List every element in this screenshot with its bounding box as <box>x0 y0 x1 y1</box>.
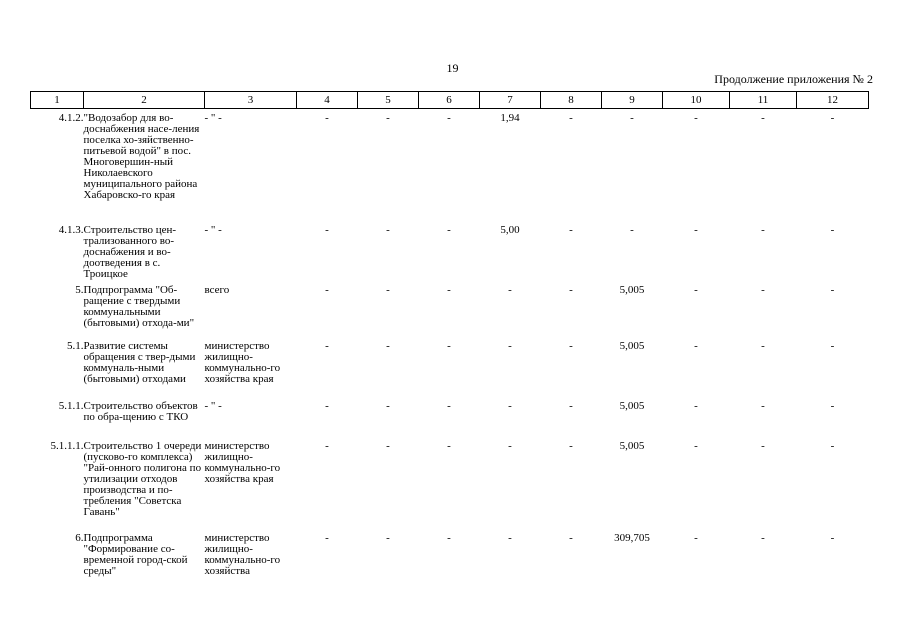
value-cell: 1,94 <box>500 112 520 124</box>
value-cell: - <box>447 532 451 544</box>
value-cell: - <box>761 532 765 544</box>
table-row <box>31 281 869 337</box>
value-cell: - <box>569 532 573 544</box>
column-header: 3 <box>205 92 297 109</box>
value-cell: - <box>569 112 573 124</box>
continuation-note: Продолжение приложения № 2 <box>714 72 873 86</box>
column-header: 7 <box>480 92 541 109</box>
value-cell: - <box>447 440 451 452</box>
row-name: Строительство 1 очереди (пусково-го комплекса) "Рай-онного полигона по утилизации отходов производства и по-требления "Советска Гавань" <box>83 440 202 518</box>
row-number: 4.1.3. <box>58 224 84 236</box>
page-number: 19 <box>446 61 459 75</box>
value-cell: - <box>761 224 765 236</box>
row-executor: всего <box>204 284 230 296</box>
column-header: 5 <box>358 92 419 109</box>
value-cell: - <box>830 284 835 296</box>
column-header: 1 <box>31 92 84 109</box>
column-header: 10 <box>663 92 730 109</box>
row-number: 5. <box>75 284 84 296</box>
value-cell: 5,005 <box>619 400 645 412</box>
value-cell: - <box>694 224 698 236</box>
value-cell: - <box>325 532 329 544</box>
value-cell: - <box>694 284 698 296</box>
row-name: Строительство объектов по обра-щению с ТКО <box>83 400 198 423</box>
value-cell: - <box>386 440 390 452</box>
value-cell: - <box>830 340 835 352</box>
row-name: Подпрограмма "Об-ращение с твердыми коммунальными (бытовыми) отхода-ми" <box>83 284 195 329</box>
table-row <box>31 397 869 437</box>
header-row <box>31 92 869 109</box>
value-cell: - <box>508 532 512 544</box>
value-cell: - <box>694 532 698 544</box>
value-cell: 5,005 <box>619 340 645 352</box>
row-name: Строительство цен-трализованного во-доснабжения и во-доотведения в с. Троицкое <box>83 224 177 280</box>
value-cell: - <box>830 112 835 124</box>
value-cell: - <box>386 224 390 236</box>
row-number: 5.1. <box>67 340 84 352</box>
value-cell: - <box>830 400 835 412</box>
value-cell: - <box>325 284 329 296</box>
value-cell: - <box>694 400 698 412</box>
value-cell: - <box>447 224 451 236</box>
value-cell: 5,00 <box>500 224 520 236</box>
value-cell: - <box>630 112 634 124</box>
value-cell: - <box>569 340 573 352</box>
row-name: Подпрограмма "Формирование со-временной город-ской среды" <box>83 532 188 577</box>
row-name: Развитие системы обращения с твер-дыми коммуналь-ными (бытовыми) отходами <box>83 340 196 385</box>
value-cell: - <box>569 400 573 412</box>
value-cell: - <box>694 440 698 452</box>
value-cell: - <box>569 284 573 296</box>
value-cell: - <box>508 340 512 352</box>
value-cell: - <box>325 224 329 236</box>
value-cell: - <box>508 440 512 452</box>
value-cell: - <box>830 224 835 236</box>
column-header: 2 <box>84 92 205 109</box>
table-row <box>31 437 869 529</box>
row-executor: - " - <box>204 224 222 236</box>
value-cell: 309,705 <box>614 532 650 544</box>
value-cell: - <box>761 284 765 296</box>
value-cell: - <box>386 400 390 412</box>
value-cell: - <box>830 532 835 544</box>
value-cell: - <box>508 400 512 412</box>
column-header: 12 <box>797 92 869 109</box>
row-executor: - " - <box>204 400 222 412</box>
value-cell: - <box>447 340 451 352</box>
value-cell: - <box>325 340 329 352</box>
column-header: 11 <box>730 92 797 109</box>
row-number: 5.1.1.1. <box>50 440 84 452</box>
value-cell: - <box>761 112 765 124</box>
value-cell: - <box>447 400 451 412</box>
value-cell: - <box>386 340 390 352</box>
column-header: 6 <box>419 92 480 109</box>
value-cell: - <box>508 284 512 296</box>
value-cell: - <box>694 340 698 352</box>
value-cell: - <box>447 112 451 124</box>
value-cell: - <box>761 340 765 352</box>
row-executor: министерство жилищно-коммунально-го хозяйства <box>204 532 281 577</box>
table-row <box>31 109 869 222</box>
value-cell: - <box>569 440 573 452</box>
value-cell: - <box>325 112 329 124</box>
column-header: 4 <box>297 92 358 109</box>
value-cell: - <box>694 112 698 124</box>
value-cell: - <box>569 224 573 236</box>
value-cell: 5,005 <box>619 440 645 452</box>
column-header: 8 <box>541 92 602 109</box>
row-name: "Водозабор для во-доснабжения насе-ления поселка хо-зяйственно-питьевой водой" в пос. Многовершин-ный Николаевского муниципального района Хабаровско-го края <box>83 112 200 201</box>
value-cell: - <box>386 532 390 544</box>
value-cell: - <box>761 400 765 412</box>
row-number: 4.1.2. <box>58 112 84 124</box>
program-table <box>30 91 869 577</box>
value-cell: - <box>325 400 329 412</box>
value-cell: - <box>386 284 390 296</box>
value-cell: - <box>630 224 634 236</box>
value-cell: - <box>761 440 765 452</box>
value-cell: - <box>830 440 835 452</box>
row-executor: министерство жилищно-коммунально-го хозяйства края <box>204 340 281 385</box>
table-row <box>31 337 869 397</box>
row-number: 6. <box>75 532 84 544</box>
table-row <box>31 529 869 577</box>
table-row <box>31 221 869 281</box>
row-executor: - " - <box>204 112 222 124</box>
value-cell: - <box>325 440 329 452</box>
value-cell: - <box>447 284 451 296</box>
row-executor: министерство жилищно-коммунально-го хозяйства края <box>204 440 281 485</box>
column-header: 9 <box>602 92 663 109</box>
row-number: 5.1.1. <box>58 400 84 412</box>
value-cell: - <box>386 112 390 124</box>
value-cell: 5,005 <box>619 284 645 296</box>
